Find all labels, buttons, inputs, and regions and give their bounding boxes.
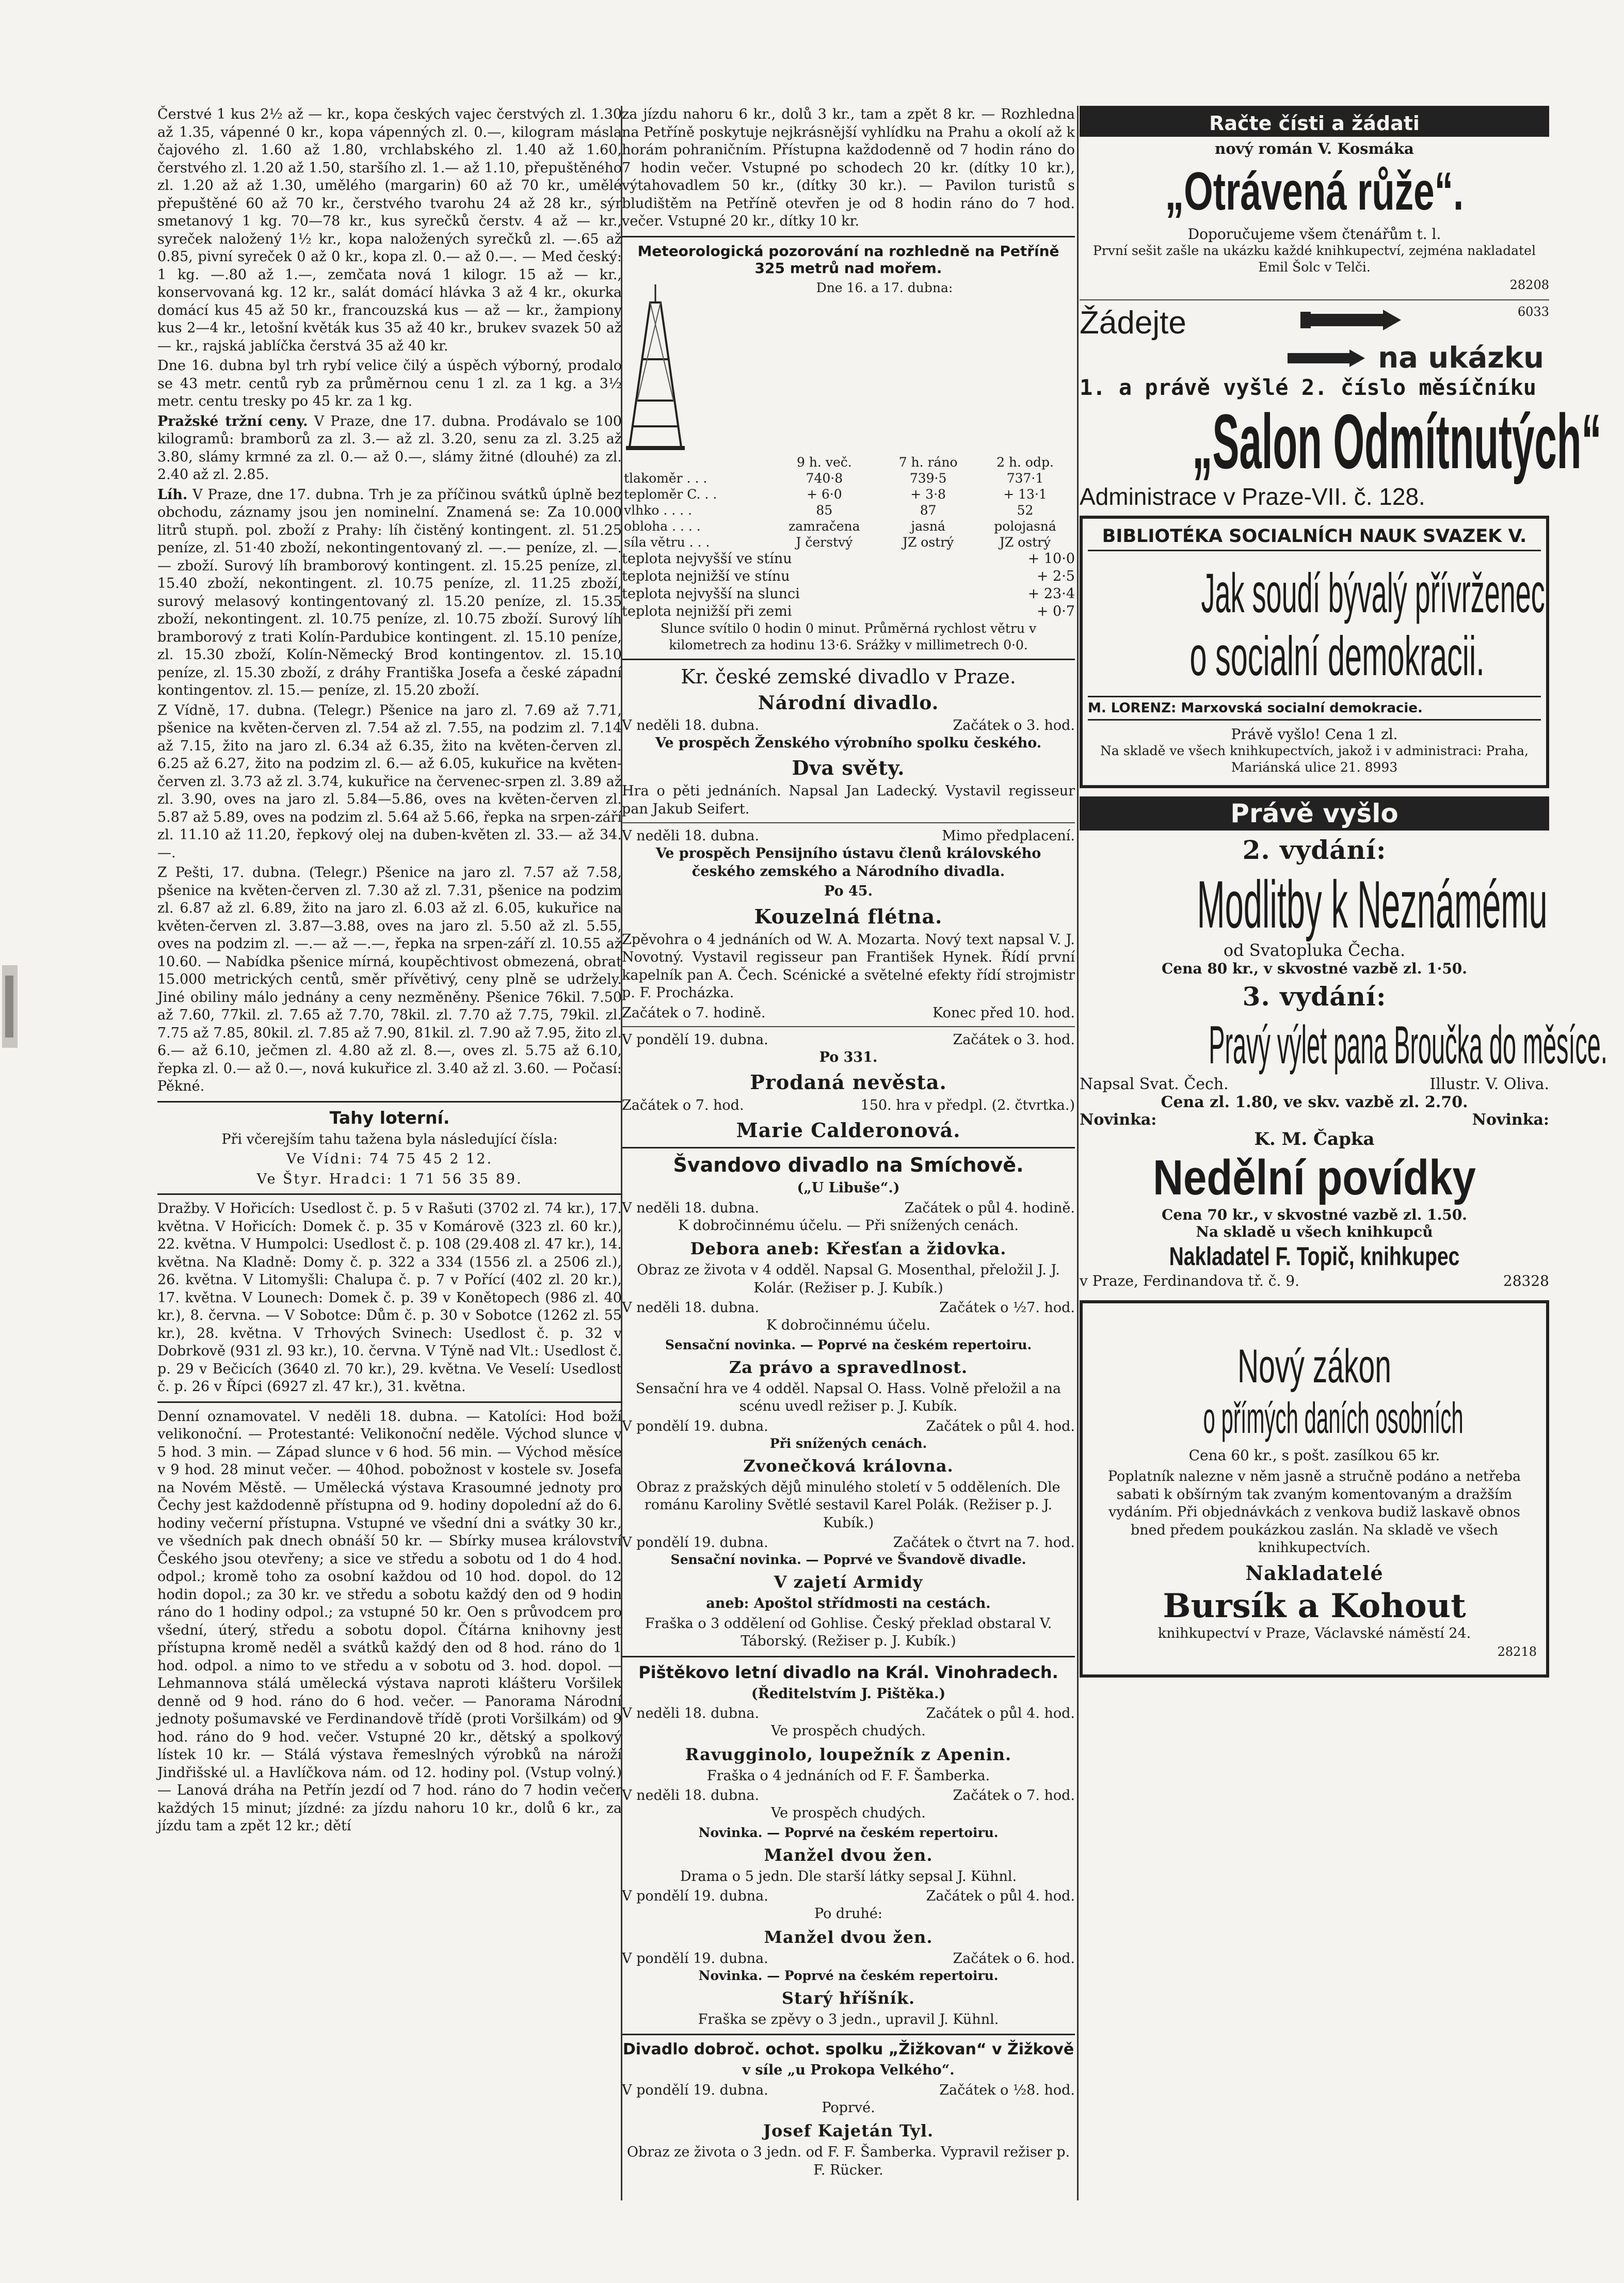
show-title: Manžel dvou žen. xyxy=(764,1927,933,1947)
meteo-value: + 6·0 xyxy=(807,486,842,502)
show-title: Kouzelná flétna. xyxy=(754,904,943,928)
meteo-heading: Meteorologická pozorování na rozhledně na Petříně 325 metrů nad mořem. xyxy=(637,242,1059,277)
meteo-label: vlhko . . . . xyxy=(624,502,692,518)
ad-title-text: „Otrávená růže“. xyxy=(1165,162,1464,221)
meteo-label: teploměr C. . . xyxy=(624,486,717,502)
show-title: Ravugginolo, loupežník z Apenin. xyxy=(685,1744,1012,1764)
show-note: Mimo předplacení. xyxy=(942,828,1075,844)
show-time-row xyxy=(622,717,1075,735)
ad-address-row xyxy=(1080,1272,1549,1290)
spirits-text: V Praze, dne 17. dubna. Trh je za příčinou svátků úplně bez obchodu, záznamy jsou jen nominelní. Znamená se: Za 10.000 litrů stupň. pol. zboží z Prahy: líh čistěný kontingent. zl. 51.25 peníze, zl. 51·40 zboží, nekontingentovaný zl. —.— peníze, zl. —.— zboží. Surový líh bramborový kontingent. zl. 15.25 peníze, zl. 15.40 zboží, nekontingent. zl. 10.75 peníze, zl. 11.25 zboží, surový melasový kontingentovaný zl. 15.20 peníze, zl. 15.35 zboží, nekontingent. zl. 10.75 peníze, zl. 10.75 zboží. Surový líh bramborový z trati Kolín-Pardubice kontingent. zl. 15.10 peníze, zl. 15.30 zboží, Kolín-Německý Brod kontingentov. zl. 15.10 peníze, zl. 15.30 zboží, z dráhy Františka Josefa a české západní kontingentov. zl. 15.— peníze, zl. 15.20 zboží. xyxy=(157,486,622,698)
show-time-row xyxy=(622,1299,1075,1317)
show-date: V pondělí 19. dubna. xyxy=(622,1031,768,1048)
ad-author: K. M. Čapka xyxy=(1254,1129,1375,1150)
show-time-row xyxy=(622,1534,1075,1552)
ad-text: Poplatník nalezne v něm jasně a stručně podáno a netřeba sabati k obšírným tak zvaným komentovaným a dražším vydáním. Při objednávkách z venkova budiž laskavě obnos bned předem poukázkou zaslán. Na skladě ve všech knihkupectvích. xyxy=(1107,1468,1521,1556)
ad-price: Cena 60 kr., s pošt. zasílkou 65 kr. xyxy=(1188,1447,1440,1464)
show-description: Drama o 5 jedn. Dle starší látky sepsal J. Kühnl. xyxy=(680,1868,1017,1885)
ad-title xyxy=(1080,1150,1549,1206)
meteo-col: 9 h. več. xyxy=(796,454,852,470)
show-title: V zajetí Armidy xyxy=(774,1572,923,1592)
meteo-row xyxy=(622,502,1075,518)
meteo-value: JZ ostrý xyxy=(902,534,954,550)
meteo-extra-value: + 10·0 xyxy=(1027,550,1075,567)
ad-publisher-text: Nakladatel F. Topič, knihkupec xyxy=(1169,1242,1460,1271)
show-date: V pondělí 19. dubna. xyxy=(622,1888,768,1904)
show-note: Poprvé. xyxy=(822,2099,875,2116)
show-start: Začátek o půl 4. hod. xyxy=(926,1705,1075,1721)
meteo-value: 52 xyxy=(1017,502,1034,518)
prague-market xyxy=(157,413,622,484)
lottery-intro: Při včerejším tahu tažena byla následující čísla: xyxy=(221,1131,558,1147)
auctions: Dražby. V Hořicích: Usedlost č. p. 5 v Rašuti (3702 zl. 74 kr.), 17. května. V Hořicích: Domek č. p. 35 v Komárově (323 zl. 60 kr.), 22. května. V Humpolci: Usedlost č. p. 108 (29.408 zl. 47 kr.), 14. května. Na Kladně: Domy č. p. 322 a 334 (1556 zl. a 2506 zl.), 26. května. V Litomyšli: Chalupa č. p. 7 v Pořící (402 zl. 20 kr.), 17. května. V Lounech: Domek č. p. 39 v Konětopech (986 zl. 40 kr.), 8. června. — V Sobotce: Dům č. p. 30 v Sobotce (1262 zl. 55 kr.), 28. května. V Trhových Svinech: Usedlost č. p. 32 v Dobrkově (931 zl. 93 kr.), 10. června. V Týně nad Vlt.: Usedlost č. p. 29 v Bečicích (3640 zl. 70 kr.), 29. května. Ve Veselí: Usedlost č. p. 26 v Řípci (6927 zl. 47 kr.), 31. května. xyxy=(157,1201,622,1395)
meteo-header-row xyxy=(622,454,1075,470)
meteo-date: Dne 16. a 17. dubna: xyxy=(816,280,953,295)
ad-title-text: „Salon Odmítnutých“ xyxy=(1192,398,1602,485)
ad-edition: 2. vydání: xyxy=(1242,835,1387,865)
divider xyxy=(157,1101,622,1103)
divider xyxy=(1080,299,1549,300)
divider xyxy=(157,1193,622,1195)
show-time-row xyxy=(622,1004,1075,1022)
show-title: Josef Kajetán Tyl. xyxy=(763,2121,934,2141)
meteo-row xyxy=(622,534,1075,550)
meteo-value: + 3·8 xyxy=(910,486,946,502)
show-start: Začátek o ½7. hod. xyxy=(939,1300,1075,1316)
show-description: Zpěvohra o 4 jednáních od W. A. Mozarta. Nový text napsal V. J. Novotný. Vystavil regisseur pan František Hynek. Řídí první kapelník pan A. Čech. Scénické a světelné efekty řídí strojmistr p. F. Procházka. xyxy=(622,931,1075,1001)
ad-title xyxy=(1092,1393,1537,1443)
meteo-row xyxy=(622,470,1075,486)
ad-header: BIBLIOTÉKA SOCIALNÍCH NAUK SVAZEK V. xyxy=(1088,526,1541,551)
show-note: Po druhé: xyxy=(814,1906,882,1922)
show-date: V pondělí 19. dubna. xyxy=(622,1950,768,1967)
show-number: Po 45. xyxy=(824,883,873,899)
daily-continuation: za jízdu nahoru 6 kr., dolů 3 kr., tam a zpět 8 kr. — Rozhledna na Petříně poskytuje nejkrásnější vyhlídku na Prahu a okolí až k horám pohraničním. Přístupna každodenně od 7 hodin ráno do 7 hodin večer. Vstupné po schodech 20 kr. (dítky 10 kr.), výtahovadlem 50 kr., (dítky 30 kr.). — Pavilon turistů s bludištěm na Petříně otevřen je od 8 hodin ráno do 7 hod. večer. Vstupné 20 kr., dítky 10 kr. xyxy=(622,106,1075,229)
meteo-extra-row xyxy=(622,585,1075,603)
ad-title xyxy=(1080,398,1602,485)
show-start: Začátek o čtvrt na 7. hod. xyxy=(893,1535,1075,1551)
show-number: Po 331. xyxy=(819,1049,878,1065)
show-time-row xyxy=(622,1705,1075,1722)
ad-illustrator: Illustr. V. Oliva. xyxy=(1429,1075,1549,1093)
show-start: Začátek o 7. hod. xyxy=(953,1787,1075,1803)
show-start: Začátek o 3. hod. xyxy=(953,717,1075,733)
show-start: Začátek o půl 4. hod. xyxy=(926,1888,1075,1904)
column-theatre xyxy=(622,106,1075,2206)
show-time-row xyxy=(622,1418,1075,1435)
ad-publisher xyxy=(1080,1240,1549,1272)
ad-address: v Praze, Ferdinandova tř. č. 9. xyxy=(1080,1272,1300,1289)
market-intro: Čerstvé 1 kus 2½ až — kr., kopa českých vajec čerstvých zl. 1.30 až 1.35, vápenné 0 kr., kopa vápenných zl. 0.—, kilogram másla čajového zl. 1.60 až 1.80, vrchlabského zl. 1.40 až 1.60, čerstvého zl. 1.20 až 1.50, staršího zl. 1.— až 1.10, přepuštěného zl. 1.20 až až 1.30, umělého (margarin) 60 až 70 kr., umělé přepuštěné 60 až 70 kr., čerstvého tvarohu 24 až 28 kr., sýr smetanový 1 kg. 70—78 kr., kus syrečků čerstv. 4 až — kr., syreček naložený 1½ kr., kopa naložených syrečků zl. —.65 až 0.85, pivní syreček 0 až 0 kr., kopa zl. 0.— až 0.—. — Med český: 1 kg. —.80 až 1.—, zemčata nová 1 kilogr. 15 až — kr., konservovaná kg. 12 kr., salát domácí hlávka 3 až 4 kr., okurka domácí kus 45 až 50 kr., francouzská kus — až — kr., žampiony kus 2—4 kr., letošní květák kus 35 až 40 kr., brukev svazek 50 až — kr., rajská jablíčka čerstvá 35 až 40 kr. xyxy=(157,106,622,354)
show-time-row xyxy=(622,827,1075,845)
zizkov-heading: Divadlo dobroč. ochot. spolku „Žižkovan“ v Žižkově xyxy=(622,2040,1074,2058)
pistek-heading: Pištěkovo letní divadlo na Král. Vinohradech. xyxy=(638,1662,1058,1682)
show-note: K dobročinnému účelu. — Při snížených cenách. xyxy=(678,1217,1019,1234)
show-time-row xyxy=(622,1888,1075,1905)
ad-number: 28218 xyxy=(1497,1645,1537,1659)
show-start: Začátek o půl 4. hod. xyxy=(926,1418,1075,1434)
show-date: V neděli 18. dubna. xyxy=(622,828,760,844)
meteo-label: obloha . . . . xyxy=(624,518,701,534)
ad-word: Žádejte xyxy=(1080,305,1186,341)
meteo-label: tlakoměr . . . xyxy=(624,470,708,486)
meteo-row xyxy=(622,486,1075,502)
ad-title xyxy=(1088,562,1545,625)
show-title: Prodaná nevěsta. xyxy=(750,1071,947,1094)
ad-edition: 3. vydání: xyxy=(1242,981,1387,1012)
show-note: Ve prospěch chudých. xyxy=(771,1805,926,1821)
show-title: Manžel dvou žen. xyxy=(764,1845,933,1865)
ad-title-text: Jak soudí bývalý přívrženec xyxy=(1201,562,1545,624)
daily-notices: Denní oznamovatel. V neděli 18. dubna. — Katolíci: Hod boží velikonoční. — Protestanté: Velikonoční neděle. Východ slunce v 5 hod. 3 min. — Západ slunce v 6 hod. 56 min. — Východ měsíce v 9 hod. 28 minut večer. — 40hod. pobožnost v kostele sv. Josefa na Novém Městě. — Umělecká výstava Krasoumné jednoty pro Čechy jest každodenně přístupna od 9. hodiny dopolední až do 6. hodiny večerní přístupna. Vstupné ve všední dni a svátky 30 kr., ve všedních pak dnech obnáší 50 kr. — Sbírky musea království Českého jsou otevřeny; a sice ve středu a sobotu od 1 do 4 hod. odpol.; kromě toho za osobní každou od 10 hod. dopol. do 12 hodin dopol.; za 30 kr. ve středu a sobotu každý den od 9 hodin ráno do 1 hodiny odpol.; za vstupné 50 kr. Oen s průvodcem pro všední, úterý, středu a sobotu dopol. Čítárna knihovny jest přístupna kromě neděl a svátků každý den od 8 hod. ráno do 1 hod. odpol. a nimo to ve středu a v sobotu od 3. hod. dopol. — Lehmannova stálá umělecká výstava naproti klášteru Voršilek denně od 9 hod. ráno do 6 hod. večer. — Panorama Národní jednoty pošumavské ve Ferdinandově třídě (proti Voršilkám) od 9 hod. ráno do 9 hod. večer. Vstupné 20 kr., dětský a spolkový lístek 10 kr. — Stálá výstava řemeslných výrobků na nároží Jindřišské ul. a Havlíčkova nám. od 12. hodiny pol. (Vstup volný.) — Lanová dráha na Petřín jezdí od 7 hod. ráno do 7 hodin večer každých 15 minut; jízdné: za jízdu nahoru 10 kr., dolů 6 kr., za jízdu tam a zpět 12 kr.; dětí xyxy=(157,1408,622,1834)
show-note: Při snížených cenách. xyxy=(769,1435,927,1451)
meteo-table xyxy=(622,454,1075,550)
meteo-extra-label: teplota nejnižší při zemi xyxy=(622,603,792,619)
show-title: Za právo a spravedlnost. xyxy=(729,1357,968,1377)
show-title: Zvonečková královna. xyxy=(743,1456,954,1476)
ad-salon-magazine xyxy=(1080,305,1602,510)
show-title: Dva světy. xyxy=(792,756,905,779)
show-start: Začátek o 3. hod. xyxy=(953,1031,1075,1048)
divider xyxy=(622,2034,1075,2035)
petrin-tower-illustration xyxy=(622,282,689,452)
ad-author: od Svatopluka Čecha. xyxy=(1223,940,1406,960)
divider xyxy=(622,659,1075,660)
ad-number: 6033 xyxy=(1517,305,1549,319)
show-description: Fraška o 3 oddělení od Gohlise. Český překlad obstaral V. Táborský. (Režiser p. J. Kubík.) xyxy=(645,1615,1052,1649)
show-end: Konec před 10. hod. xyxy=(932,1004,1075,1021)
ad-author: Napsal Svat. Čech. xyxy=(1080,1075,1229,1093)
ad-price: Cena 80 kr., v skvostné vazbě zl. 1·50. xyxy=(1161,960,1468,977)
show-start: Začátek o 6. hod. xyxy=(953,1950,1075,1967)
margin-stamp xyxy=(0,960,21,1053)
show-novelty: Novinka. — Poprvé na českém repertoiru. xyxy=(698,1968,999,1983)
ad-title xyxy=(1080,868,1549,940)
show-benefit: Ve prospěch Ženského výrobního spolku českého. xyxy=(655,735,1042,751)
show-time-row xyxy=(622,2082,1075,2099)
show-novelty: Sensační novinka. — Poprvé ve Švandově divadle. xyxy=(670,1552,1026,1567)
ad-tax-law xyxy=(1080,1300,1549,1678)
ad-author: M. LORENZ: Marxovská socialní demokracie. xyxy=(1088,696,1541,721)
ad-title xyxy=(1092,1339,1537,1393)
column-market xyxy=(157,106,622,2206)
meteo-label: síla větru . . . xyxy=(624,534,710,550)
show-subtitle: aneb: Apoštol střídmosti na cestách. xyxy=(706,1595,991,1611)
zizkov-subheading: v síle „u Prokopa Velkého“. xyxy=(742,2062,955,2078)
ad-address: knihkupectví v Praze, Václavské náměstí 24. xyxy=(1157,1625,1471,1641)
ad-label: Novinka: xyxy=(1472,1111,1549,1129)
ad-title-text: Nedělní povídky xyxy=(1153,1150,1476,1205)
show-date: V neděli 18. dubna. xyxy=(622,1787,760,1803)
show-description: Obraz z pražských dějů minulého století v 5 odděleních. Dle románu Karoliny Světlé sestavil Karel Polák. (Režiser p. J. Kubík.) xyxy=(636,1479,1060,1531)
ad-admin: Administrace v Praze-VII. č. 128. xyxy=(1080,483,1425,510)
meteo-value: 739·5 xyxy=(909,470,947,486)
show-time-row xyxy=(622,1031,1075,1049)
show-date: V pondělí 19. dubna. xyxy=(622,2082,768,2098)
fish-market: Dne 16. dubna byl trh rybí velice čilý a úspěch výborný, prodalo se 43 metr. centů ryb za průměrnou cenu 1 zl. za 1 kg. a 3½ metr. centu tresky po 45 kr. za 1 kg. xyxy=(157,358,622,409)
ad-line: 1. a právě vyšlé 2. číslo měsíčníku xyxy=(1080,375,1537,400)
ad-store: Na skladě u všech knihkupců xyxy=(1196,1223,1433,1240)
ad-title-text: o přímých daních osobních xyxy=(1203,1394,1464,1442)
ad-title-text: o socialní demokracii. xyxy=(1189,625,1485,687)
meteo-col: 7 h. ráno xyxy=(898,454,958,470)
ad-credits xyxy=(1080,1076,1549,1093)
show-title: Debora aneb: Křesťan a židovka. xyxy=(690,1239,1007,1258)
ad-social-library xyxy=(1080,516,1549,788)
show-novelty: Sensační novinka. — Poprvé na českém repertoiru. xyxy=(665,1337,1032,1352)
vienna-exchange: Z Vídně, 17. dubna. (Telegr.) Pšenice na jaro zl. 7.69 až 7.71, pšenice na květen-červen zl. 7.54 až zl. 7.55, na podzim zl. 7.14 až 7.15, žito na jaro zl. 6.34 až 6.35, žito na květen-červen zl. 6.25 až 6.27, žito na podzim zl. 6.— až 6.05, kukuřice na květen-červen zl. 3.73 až zl. 3.74, kukuřice na červenec-srpen zl. 3.89 až zl. 3.90, oves na jaro zl. 5.84—5.86, oves na květen-červen zl. 5.87 až 5.89, oves na podzim zl. 5.64 až 5.66, řepka na srpen-září zl. 11.10 až 11.20, řepkový olej na duben-květen zl. 33.— až 34.—. xyxy=(157,702,622,861)
meteo-extra-label: teplota nejvyšší na slunci xyxy=(622,585,800,602)
ad-publisher-heading: Nakladatelé xyxy=(1245,1561,1384,1585)
show-date: V neděli 18. dubna. xyxy=(622,1300,760,1316)
show-note: 150. hra v předpl. (2. čtvrtka.) xyxy=(860,1097,1075,1113)
show-description: Fraška se zpěvy o 3 jedn., upravil J. Kühnl. xyxy=(698,2011,999,2027)
meteo-extra-label: teplota nejnižší ve stínu xyxy=(622,568,790,584)
meteo-value: jasná xyxy=(911,518,945,534)
show-time-row xyxy=(622,1097,1075,1114)
divider xyxy=(622,1656,1075,1657)
meteo-value: 85 xyxy=(816,502,833,518)
divider xyxy=(622,1026,1075,1027)
lottery-heading: Tahy loterní. xyxy=(329,1107,450,1128)
meteo-extra-row xyxy=(622,568,1075,585)
show-start: Začátek o půl 4. hodině. xyxy=(904,1200,1075,1216)
divider xyxy=(622,822,1075,823)
ad-title-text: Pravý výlet pana Broučka do měsíce. xyxy=(1209,1015,1607,1075)
ad-number: 28328 xyxy=(1503,1272,1549,1289)
spirits-market xyxy=(157,486,622,700)
show-title: Starý hříšník. xyxy=(781,1988,915,2008)
show-benefit: Ve prospěch Pensijního ústavu členů královského českého zemského a Národního divadla. xyxy=(655,845,1041,880)
meteo-value: + 13·1 xyxy=(1003,486,1047,502)
column-rule-2 xyxy=(1077,106,1079,2200)
divider xyxy=(157,1401,622,1403)
pistek-subheading: (Ředitelstvím J. Pištěka.) xyxy=(751,1685,946,1702)
show-date: V neděli 18. dubna. xyxy=(622,717,760,733)
ad-title xyxy=(1080,161,1549,222)
show-date: V neděli 18. dubna. xyxy=(622,1705,760,1721)
ad-title xyxy=(1088,625,1541,688)
pest-exchange: Z Pešti, 17. dubna. (Telegr.) Pšenice na jaro zl. 7.57 až 7.58, pšenice na květen-červen zl. 7.30 až zl. 7.31, pšenice na podzim zl. 6.87 až zl. 6.89, žito na jaro zl. 6.03 až zl. 6.05, kukuřice na květen-červen zl. 3.87—3.88, oves na jaro zl. 5.50 až zl. 5.55, oves na podzim zl. —.— až —.—, řepka na srpen-září zl. 10.55 až 10.60. — Nabídka pšenice mírná, koupěchtivost obmezená, obrat 15.000 metrických centů, směr přívětivý, ceny plně se udržely. Jiné obiliny málo jednány a ceny nezměněny. Pšenice 76kil. 7.50 až 7.60, 77kil. zl. 7.65 až 7.70, 78kil. zl. 7.70 až 7.75, 79kil. zl. 7.75 až 7.85, 80kil. zl. 7.85 až 7.90, 81kil. zl. 7.90 až 7.95, žito zl. 6.— až 6.10, ječmen zl. 4.80 až zl. 8.—, oves zl. 5.75 až 6.10, řepka zl. 0.— až 0.—, nová kukuřice zl. 3.40 až zl. 3.60. — Počasí: Pěkné. xyxy=(157,865,622,1094)
prague-market-heading: Pražské tržní ceny. xyxy=(157,413,308,429)
theatre-heading: Kr. české zemské divadlo v Praze. xyxy=(681,665,1016,688)
show-start: Začátek o 7. hod. xyxy=(622,1097,744,1113)
meteo-col: 2 h. odp. xyxy=(996,454,1054,470)
ad-price: Právě vyšlo! Cena 1 zl. xyxy=(1231,726,1398,743)
ad-title-text: Modlitby k Neznámému xyxy=(1197,867,1548,942)
show-description: Fraška o 4 jednáních od F. F. Šamberka. xyxy=(706,1767,990,1784)
prague-market-text: V Praze, dne 17. dubna. Prodávalo se 100 kilogramů: bramborů za zl. 3.— až zl. 3.20, senu za zl. 3.25 až 3.80, slámy krmné za zl. 0.— až 0.—, slámy žitné (dlouhé) za zl. 2.40 až zl. 2.85. xyxy=(157,413,622,483)
show-title: Marie Calderonová. xyxy=(736,1119,961,1142)
ad-label: Novinka: xyxy=(1080,1111,1157,1129)
ad-store-text: Na skladě ve všech knihkupectvích, jakož i v administraci: Praha, Mariánská ulice 21. xyxy=(1100,743,1529,775)
lottery-graz: Ve Štyr. Hradci: 1 71 56 35 89. xyxy=(256,1171,523,1187)
ad-line: První sešit zašle na ukázku každé knihkupectví, zejména nakladatel Emil Šolc v Telči. xyxy=(1093,243,1536,275)
show-date: V pondělí 19. dubna. xyxy=(622,1535,768,1551)
meteo-value: zamračena xyxy=(789,518,860,534)
ad-price: Cena 70 kr., v skvostné vazbě zl. 1.50. xyxy=(1161,1206,1468,1223)
ad-kosmak-novel xyxy=(1080,106,1549,292)
show-description: Sensační hra ve 4 odděl. Napsal O. Hass. Volně přeložil a na scénu uvedl režiser p. J. Kubík. xyxy=(635,1380,1062,1414)
pointing-hand-icon xyxy=(1285,345,1368,371)
meteo-value: 737·1 xyxy=(1006,470,1044,486)
ad-number: 28208 xyxy=(1509,278,1549,292)
ad-store xyxy=(1088,743,1541,776)
ad-publisher: Bursík a Kohout xyxy=(1163,1586,1466,1625)
show-description: Obraz ze života v 4 odděl. Napsal G. Mosenthal, přeložil J. J. Kolár. (Režiser p. J. Kubík.) xyxy=(637,1262,1060,1296)
column-ads xyxy=(1080,106,1607,2206)
show-start: Začátek o ½8. hod. xyxy=(939,2082,1075,2098)
meteo-extra-value: + 23·4 xyxy=(1027,585,1075,602)
meteo-value: J čerstvý xyxy=(796,534,853,550)
ad-subtitle: nový román V. Kosmáka xyxy=(1215,140,1414,157)
lottery-vienna: Ve Vídni: 74 75 45 2 12. xyxy=(286,1151,493,1167)
ad-line: Doporučujeme všem čtenářům t. l. xyxy=(1187,226,1441,243)
show-time-row xyxy=(622,1200,1075,1217)
ad-title xyxy=(1080,1015,1607,1076)
show-description: Hra o pěti jednáních. Napsal Jan Ladecký. Vystavil regisseur pan Jakub Seifert. xyxy=(622,783,1075,817)
show-novelty: Novinka. — Poprvé na českém repertoiru. xyxy=(698,1825,999,1840)
meteo-tail: Slunce svítilo 0 hodin 0 minut. Průměrná rychlost větru v kilometrech za hodinu 13·6. Srážky v millimetrech 0·0. xyxy=(660,620,1037,652)
show-time-row xyxy=(622,1787,1075,1805)
divider xyxy=(622,236,1075,237)
meteo-value: JZ ostrý xyxy=(999,534,1051,550)
svanda-heading: Švandovo divadlo na Smíchově. xyxy=(673,1154,1024,1176)
ad-topic-publisher xyxy=(1080,796,1607,1290)
show-time-row xyxy=(622,1950,1075,1968)
ad-number: 8993 xyxy=(1364,760,1398,775)
meteo-extra-value: + 0·7 xyxy=(1036,603,1075,619)
svanda-subheading: („U Libuše“.) xyxy=(797,1180,900,1196)
meteo-extra-row xyxy=(622,550,1075,568)
show-date: V neděli 18. dubna. xyxy=(622,1200,760,1216)
meteo-extra-value: + 2·5 xyxy=(1036,568,1075,584)
ad-novinka-row xyxy=(1080,1111,1549,1129)
meteo-extra-label: teplota nejvyšší ve stínu xyxy=(622,550,792,567)
ad-highlight: na ukázku xyxy=(1378,341,1544,375)
national-theatre-heading: Národní divadlo. xyxy=(758,692,939,714)
spirits-heading: Líh. xyxy=(157,486,188,503)
meteo-row xyxy=(622,518,1075,534)
meteo-value: 740·8 xyxy=(806,470,843,486)
pointing-hand-icon xyxy=(1300,305,1404,336)
meteo-extra-row xyxy=(622,603,1075,620)
meteo-value: 87 xyxy=(920,502,937,518)
ad-title-text: Nový zákon xyxy=(1237,1340,1392,1393)
ad-banner: Račte čísti a žádati xyxy=(1080,106,1549,137)
show-note: K dobročinnému účelu. xyxy=(766,1317,930,1333)
show-description: Obraz ze života o 3 jedn. od F. F. Šamberka. Vypravil režiser p. F. Rücker. xyxy=(626,2144,1070,2178)
show-date: V pondělí 19. dubna. xyxy=(622,1418,768,1434)
ad-banner: Právě vyšlo xyxy=(1080,796,1549,831)
show-note: Ve prospěch chudých. xyxy=(771,1723,926,1739)
show-start: Začátek o 7. hodině. xyxy=(622,1004,766,1021)
divider xyxy=(622,1147,1075,1148)
ad-price: Cena zl. 1.80, ve skv. vazbě zl. 2.70. xyxy=(1161,1093,1468,1111)
meteo-value: polojasná xyxy=(994,518,1056,534)
